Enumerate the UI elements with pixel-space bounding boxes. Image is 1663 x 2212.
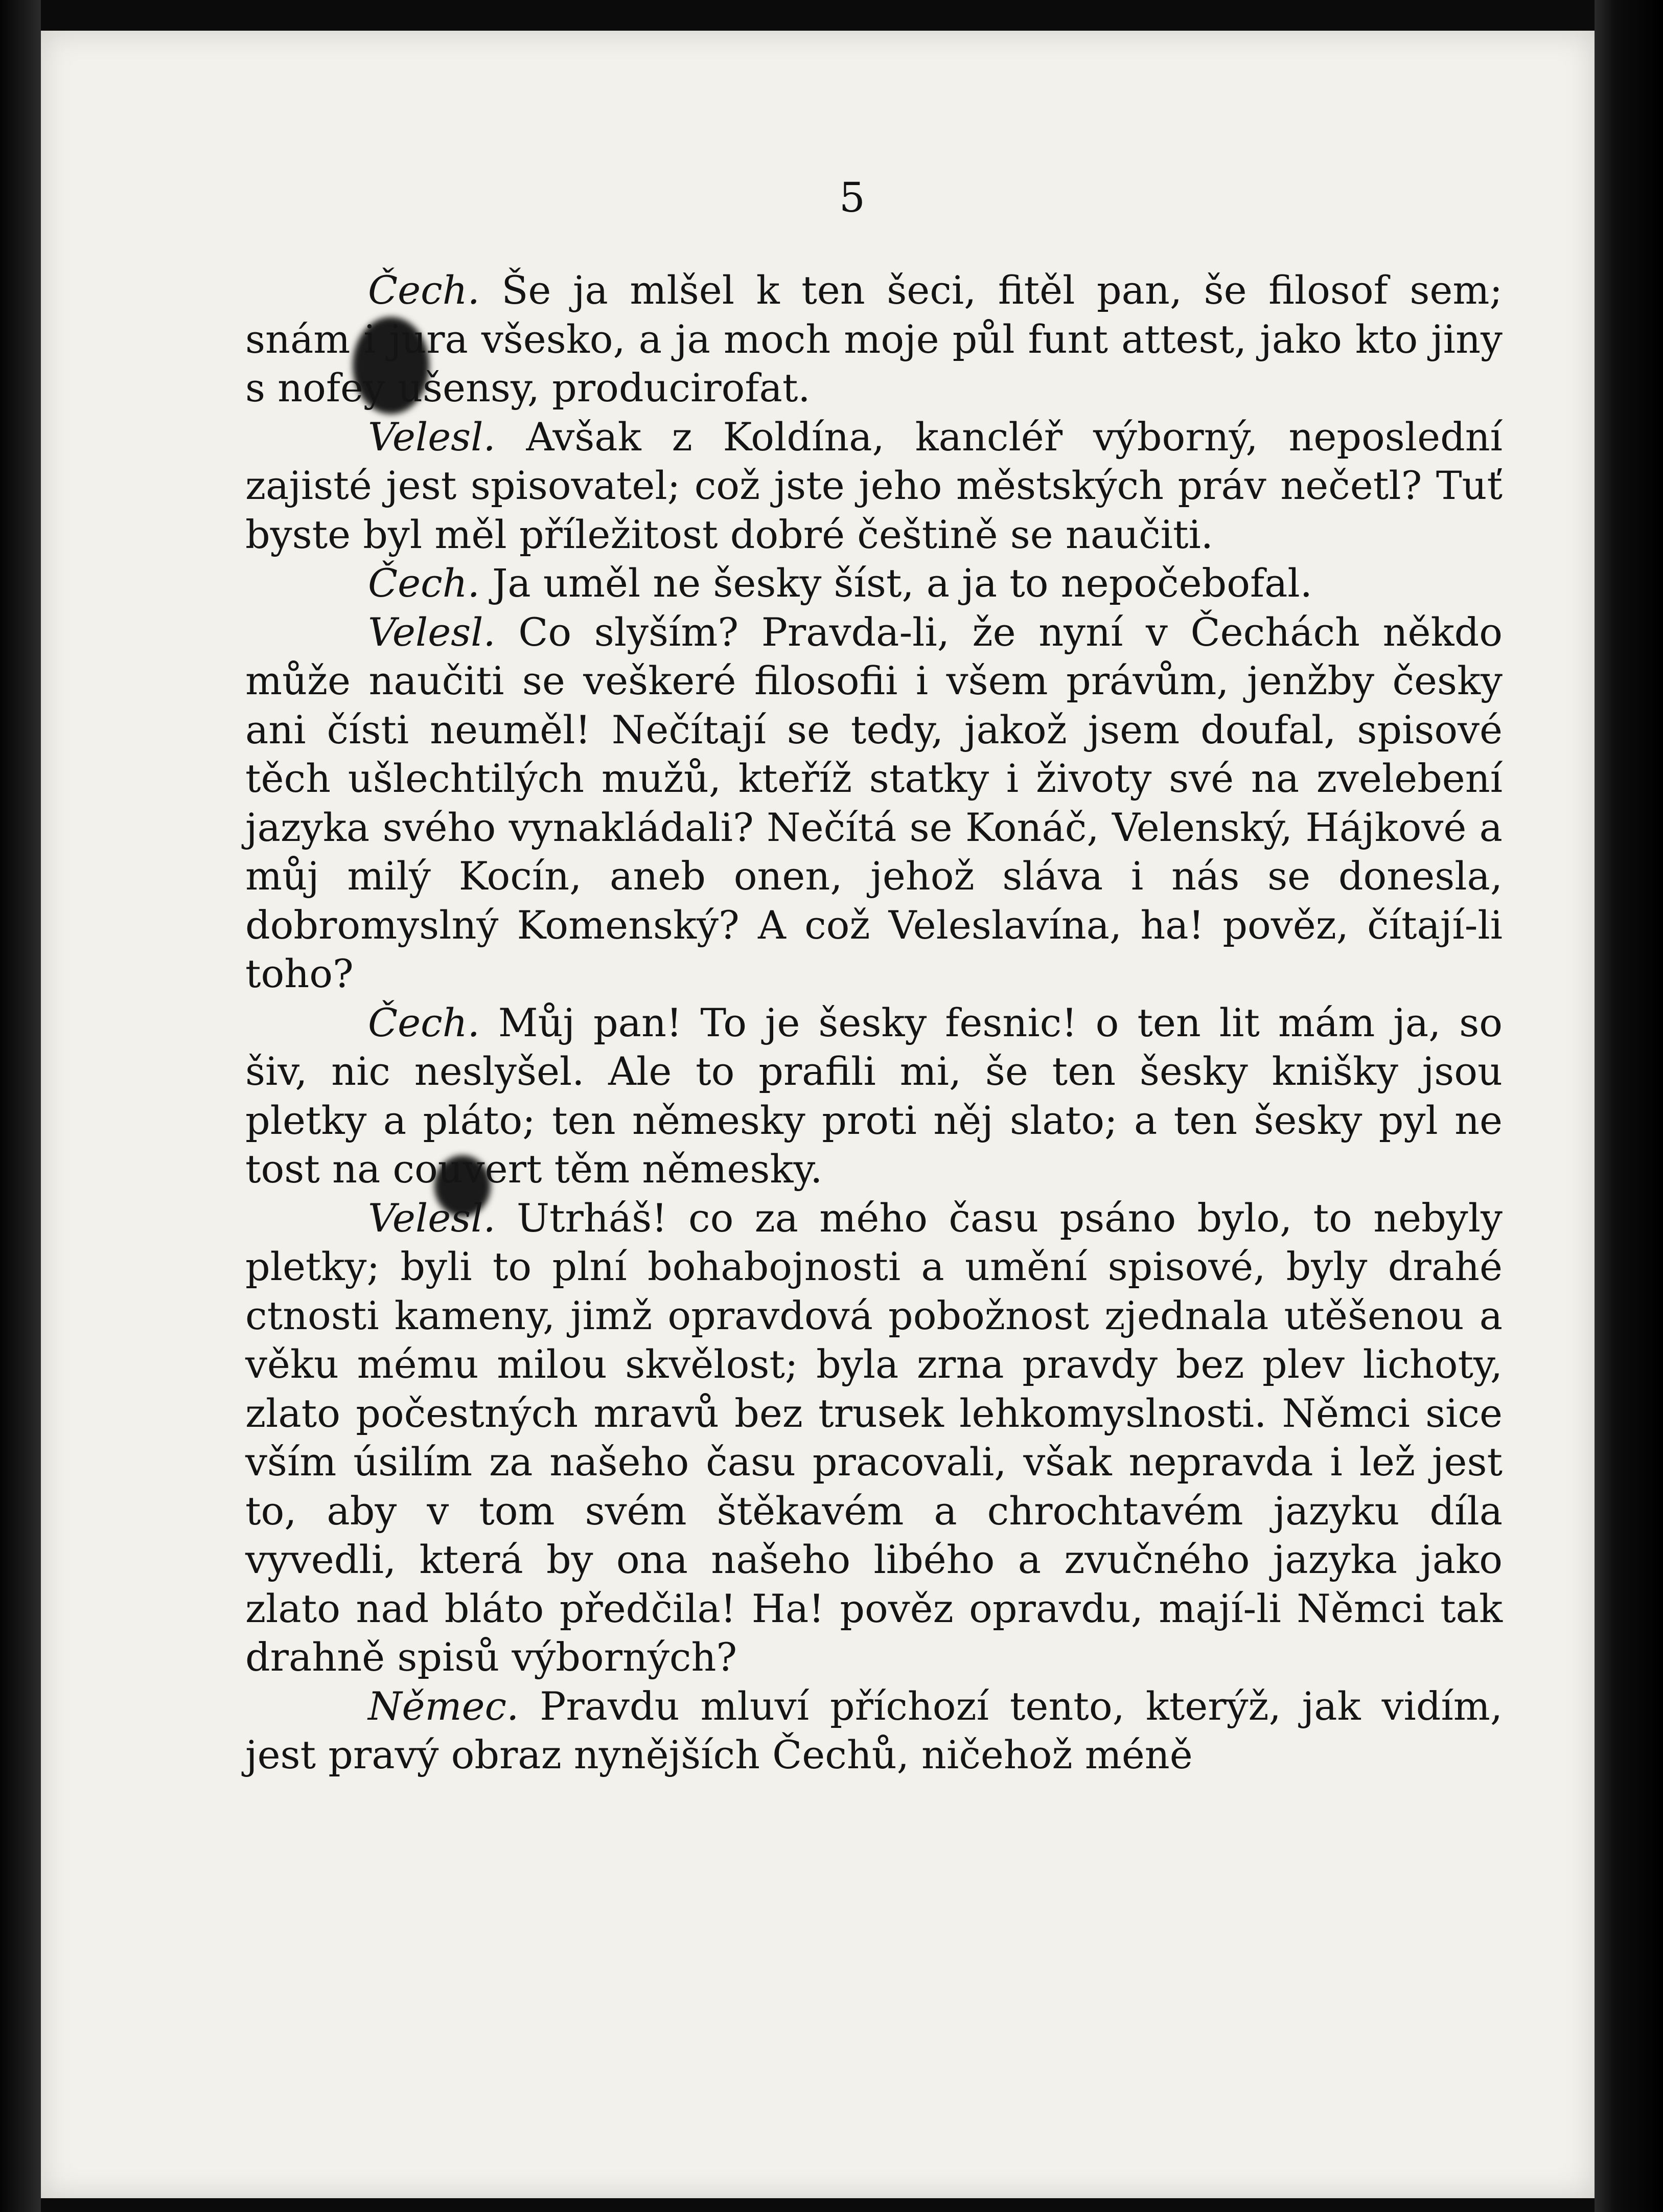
paragraph-text: Můj pan! To je šesky fesnic! o ten lit mám ja, so šiv, nic neslyšel. Ale to prafili mi, še ten šesky knišky jsou pletky a pláto; ten němesky proti něj slato; a ten šesky pyl ne tost na couvert těm němesky. [245,999,1503,1192]
paragraph [245,1194,1503,1682]
speaker-label: Čech. [368,267,480,313]
paragraph-text: Utrháš! co za mého času psáno bylo, to nebyly pletky; byli to plní bohabojnosti a umění spisové, byly drahé ctnosti kameny, jimž opravdová pobožnost zjednala utěšenou a věku mému milou skvělost; byla zrna pravdy bez plev lichoty, zlato počestných mravů bez trusek lehkomyslnosti. Němci sice vším úsilím za našeho času pracovali, však nepravda i lež jest to, aby v tom svém štěkavém a chrochtavém jazyku díla vyvedli, která by ona našeho libého a zvučného jazyka jako zlato nad bláto předčila! Ha! pověz opravdu, mají-li Němci tak drahně spisů výborných? [245,1195,1503,1680]
paragraph [245,266,1503,413]
speaker-label: Velesl. [368,609,496,655]
paragraph [245,559,1503,608]
speaker-label: Čech. [368,560,480,606]
scan-right-edge [1595,0,1663,2212]
paragraph [245,998,1503,1194]
speaker-label: Velesl. [368,414,496,460]
page-text [245,266,1503,1780]
speaker-label: Němec. [368,1683,519,1729]
paragraph-text: Še ja mlšel k ten šeci, fitěl pan, še filosof sem; snám i jura všesko, a ja moch moje půl funt attest, jako kto jiny s nofey ušensy, producirofat. [245,267,1503,411]
page-number: 5 [839,174,865,221]
paragraph-text: Pravdu mluví příchozí tento, kterýž, jak vidím, jest pravý obraz nynějších Čechů, ničehož méně [245,1683,1503,1777]
paragraph [245,1682,1503,1780]
paragraph-text: Co slyším? Pravda-li, že nyní v Čechách někdo může naučiti se veškeré filosofii i všem právům, jenžby česky ani čísti neuměl! Nečítají se tedy, jakož jsem doufal, spisové těch ušlechtilých mužů, kteříž statky i životy své na zvelebení jazyka svého vynakládali? Nečítá se Konáč, Velenský, Hájkové a můj milý Kocín, aneb onen, jehož sláva i nás se donesla, dobromyslný Komenský? A což Veleslavína, ha! pověz, čítají-li toho? [245,609,1503,996]
speaker-label: Velesl. [368,1195,496,1241]
scan-left-edge [0,0,41,2212]
paragraph-text: Ja uměl ne šesky šíst, a ja to nepočebofal. [479,560,1312,606]
speaker-label: Čech. [368,999,480,1045]
paragraph [245,608,1503,998]
paragraph [245,413,1503,559]
paragraph-text: Avšak z Koldína, kancléř výborný, neposlední zajisté jest spisovatel; což jste jeho městských práv nečetl? Tuť byste byl měl příležitost dobré češtině se naučiti. [245,414,1503,557]
